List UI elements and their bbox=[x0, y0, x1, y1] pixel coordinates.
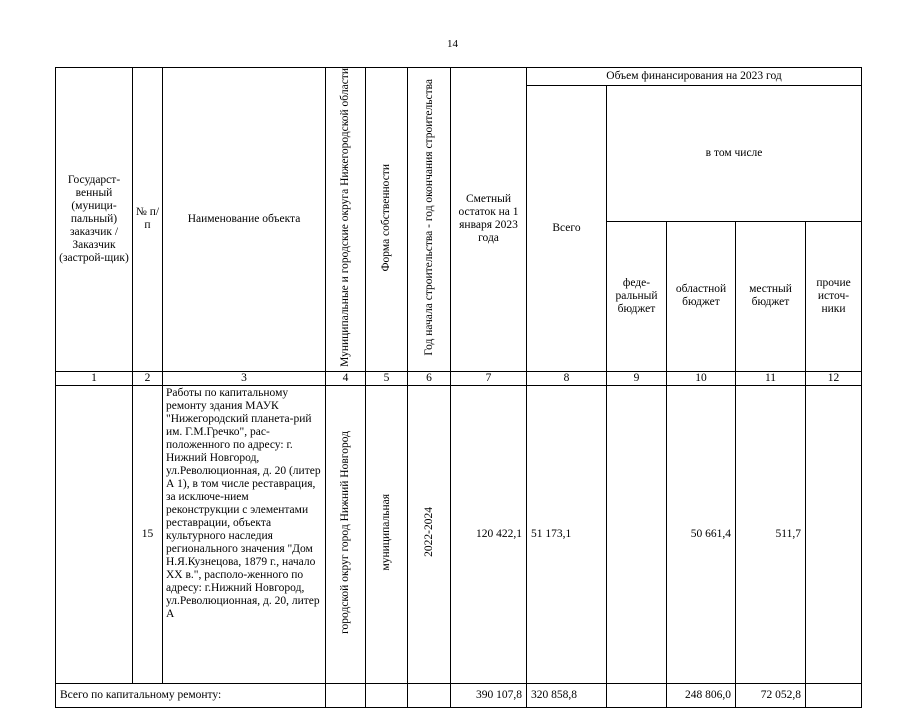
column-number: 2 bbox=[133, 371, 163, 385]
totals-row bbox=[56, 683, 862, 707]
row-ownership: муниципальная bbox=[366, 385, 408, 683]
column-number: 3 bbox=[163, 371, 326, 385]
page-number: 14 bbox=[447, 38, 458, 50]
row-other bbox=[806, 385, 862, 683]
header-object-name: Наименование объекта bbox=[163, 68, 326, 372]
header-financing: Объем финансирования на 2023 год bbox=[527, 68, 862, 86]
totals-local: 72 052,8 bbox=[736, 683, 806, 707]
row-district: городской округ город Нижний Новгород bbox=[326, 385, 366, 683]
totals-label: Всего по капитальному ремонту: bbox=[56, 683, 326, 707]
header-estimated-balance: Сметный остаток на 1 января 2023 года bbox=[451, 68, 527, 372]
row-regional: 50 661,4 bbox=[667, 385, 736, 683]
column-number-row bbox=[56, 371, 862, 385]
row-customer bbox=[56, 385, 133, 683]
column-number: 6 bbox=[408, 371, 451, 385]
header-num: № п/п bbox=[133, 68, 163, 372]
column-number: 9 bbox=[607, 371, 667, 385]
row-local: 511,7 bbox=[736, 385, 806, 683]
header-years: Год начала строительства - год окончания строительства bbox=[408, 68, 451, 372]
column-number: 10 bbox=[667, 371, 736, 385]
totals-federal bbox=[607, 683, 667, 707]
header-total: Всего bbox=[527, 86, 607, 372]
totals-total: 320 858,8 bbox=[527, 683, 607, 707]
header-federal: феде-ральный бюджет bbox=[607, 221, 667, 371]
row-years: 2022-2024 bbox=[408, 385, 451, 683]
totals-empty bbox=[408, 683, 451, 707]
column-number: 12 bbox=[806, 371, 862, 385]
totals-regional: 248 806,0 bbox=[667, 683, 736, 707]
totals-empty bbox=[326, 683, 366, 707]
row-num: 15 bbox=[133, 385, 163, 683]
row-estimated-balance: 120 422,1 bbox=[451, 385, 527, 683]
header-other: прочие источ-ники bbox=[806, 221, 862, 371]
header-customer: Государст-венный (муници-пальный) заказчик / Заказчик (застрой-щик) bbox=[56, 68, 133, 372]
column-number: 8 bbox=[527, 371, 607, 385]
column-number: 1 bbox=[56, 371, 133, 385]
header-regional: областной бюджет bbox=[667, 221, 736, 371]
table-row bbox=[56, 385, 862, 683]
row-total: 51 173,1 bbox=[527, 385, 607, 683]
totals-other bbox=[806, 683, 862, 707]
column-number: 11 bbox=[736, 371, 806, 385]
financing-table bbox=[55, 67, 862, 708]
column-number: 5 bbox=[366, 371, 408, 385]
row-object-name: Работы по капитальному ремонту здания МАУК "Нижегородский планета-рий им. Г.М.Гречко", рас-положенного по адресу: г. Нижний Новгород, ул.Революционная, д. 20 (литер А 1), в том числе реставрация, за исключе-нием реконструкции с элементами реставрации, объекта культурного наследия регионального значения "Дом Н.Я.Кузнецова, 1879 г., начало XX в.", располо-женного по адресу: г.Нижний Новгород, ул.Революционная, д. 20, литер А bbox=[163, 385, 326, 683]
header-district: Муниципальные и городские округа Нижегородской области bbox=[326, 68, 366, 372]
column-number: 7 bbox=[451, 371, 527, 385]
totals-empty bbox=[366, 683, 408, 707]
header-local: местный бюджет bbox=[736, 221, 806, 371]
header-ownership: Форма собственности bbox=[366, 68, 408, 372]
totals-estimated-balance: 390 107,8 bbox=[451, 683, 527, 707]
row-federal bbox=[607, 385, 667, 683]
header-including: в том числе bbox=[607, 86, 862, 222]
column-number: 4 bbox=[326, 371, 366, 385]
